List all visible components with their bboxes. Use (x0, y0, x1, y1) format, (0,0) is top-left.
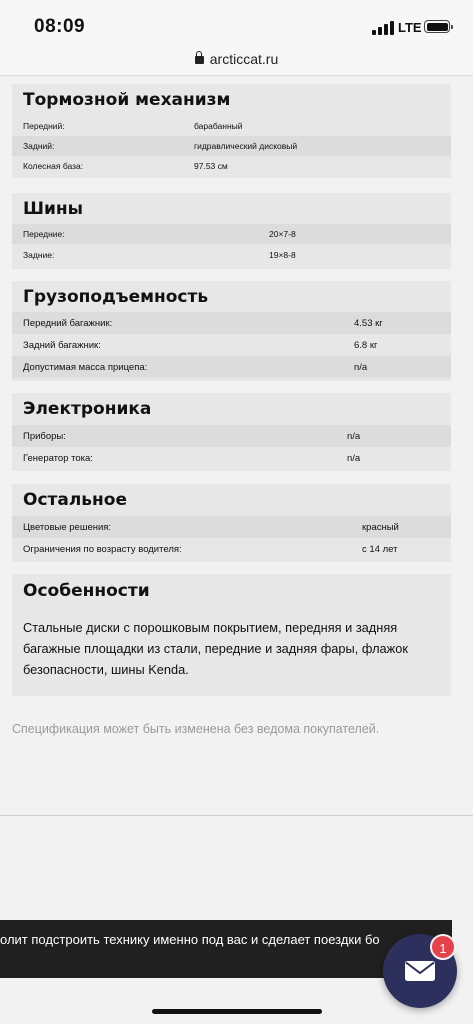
network-label: LTE (398, 20, 422, 35)
spec-row (12, 538, 451, 560)
disclaimer-text: Спецификация может быть изменена без ведома покупателей. (12, 722, 380, 736)
divider (0, 815, 473, 816)
spec-label: Допустимая масса прицепа: (23, 362, 148, 373)
spec-label: Колесная база: (23, 161, 84, 171)
section-title: Особенности (23, 581, 150, 601)
features-description: Стальные диски с порошковым покрытием, передняя и задняя багажные площадки из стали, передние и задняя фары, флажок безопасности, шины Kenda. (23, 620, 408, 677)
spec-value: n/a (347, 431, 361, 442)
section-capacity (12, 281, 451, 381)
spec-label: Задний: (23, 141, 55, 151)
section-title: Шины (23, 199, 84, 219)
url-display[interactable] (0, 51, 473, 67)
spec-value: 4.53 кг (354, 318, 383, 329)
section-other (12, 484, 451, 562)
spec-label: Генератор тока: (23, 453, 93, 464)
spec-value: 20×7-8 (269, 229, 296, 239)
spec-value: барабанный (194, 121, 243, 131)
spec-label: Ограничения по возрасту водителя: (23, 544, 182, 555)
spec-label: Задний багажник: (23, 340, 101, 351)
spec-label: Цветовые решения: (23, 522, 112, 533)
section-title: Тормозной механизм (23, 90, 231, 110)
spec-value: с 14 лет (362, 544, 398, 555)
spec-row (12, 356, 451, 378)
spec-value: красный (362, 522, 399, 533)
signal-icon (372, 21, 394, 35)
spec-row (12, 312, 451, 334)
spec-label: Передние: (23, 229, 65, 239)
spec-value: 6.8 кг (354, 340, 378, 351)
spec-row (12, 224, 451, 244)
section-electronics (12, 393, 451, 471)
spec-row (12, 245, 451, 265)
spec-label: Передний: (23, 121, 65, 131)
spec-label: Передний багажник: (23, 318, 113, 329)
section-tires (12, 193, 451, 269)
battery-icon (424, 20, 450, 33)
status-time: 08:09 (34, 16, 86, 37)
spec-row (12, 136, 451, 156)
address-bar[interactable] (0, 48, 473, 76)
section-title: Грузоподъемность (23, 287, 209, 307)
spec-label: Задние: (23, 250, 55, 260)
notification-badge: 1 (430, 934, 456, 960)
section-features (12, 574, 451, 696)
spec-value: n/a (354, 362, 368, 373)
mail-icon (405, 961, 435, 981)
spec-row (12, 156, 451, 176)
lock-icon (195, 56, 204, 64)
banner-text: олит подстроить технику именно под вас и сделает поездки бо (0, 932, 380, 947)
status-bar (0, 0, 473, 48)
section-brakes (12, 84, 451, 178)
spec-row (12, 447, 451, 469)
spec-row (12, 334, 451, 356)
spec-value: 97.53 см (194, 161, 228, 171)
spec-label: Приборы: (23, 431, 66, 442)
spec-value: n/a (347, 453, 361, 464)
spec-row (12, 425, 451, 447)
spec-value: 19×8-8 (269, 250, 296, 260)
spec-value: гидравлический дисковый (194, 141, 298, 151)
section-title: Электроника (23, 399, 152, 419)
url-text: arcticcat.ru (209, 51, 279, 67)
home-indicator[interactable] (152, 1009, 322, 1014)
section-title: Остальное (23, 490, 128, 510)
spec-row (12, 116, 451, 136)
spec-row (12, 516, 451, 538)
